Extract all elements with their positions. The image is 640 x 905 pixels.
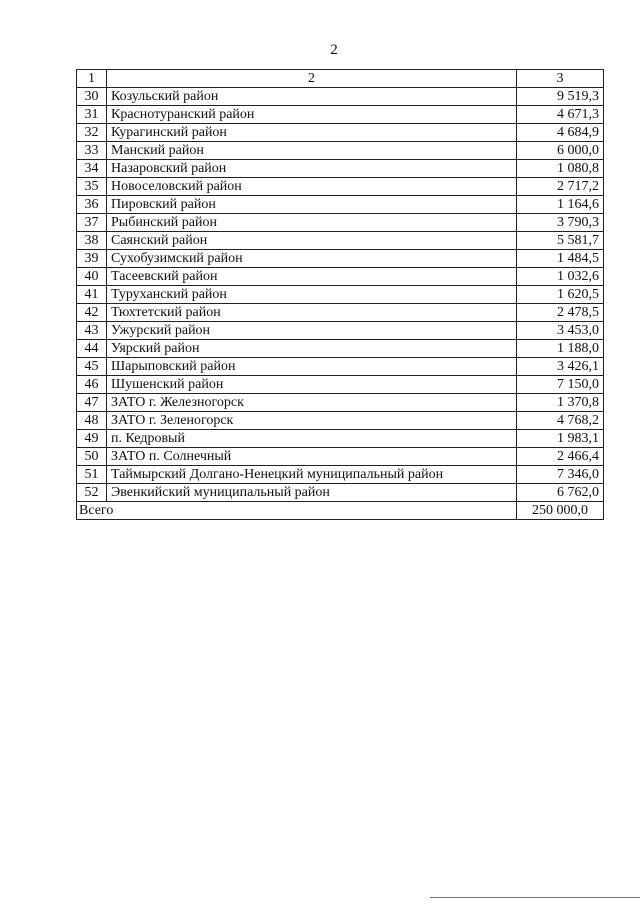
row-amount: 6 000,0 — [517, 142, 604, 160]
table-row — [77, 412, 604, 430]
table-row — [77, 142, 604, 160]
row-municipality-name: Новоселовский район — [107, 178, 517, 196]
table-row — [77, 106, 604, 124]
table-row — [77, 340, 604, 358]
row-municipality-name: Сухобузимский район — [107, 250, 517, 268]
table-row — [77, 286, 604, 304]
table-row — [77, 430, 604, 448]
row-municipality-name: Манский район — [107, 142, 517, 160]
table-row — [77, 322, 604, 340]
row-municipality-name: Тасеевский район — [107, 268, 517, 286]
row-municipality-name: Козульский район — [107, 88, 517, 106]
row-number: 46 — [77, 376, 107, 394]
row-number: 30 — [77, 88, 107, 106]
row-amount: 2 478,5 — [517, 304, 604, 322]
row-municipality-name: Шушенский район — [107, 376, 517, 394]
row-number: 35 — [77, 178, 107, 196]
row-amount: 1 080,8 — [517, 160, 604, 178]
row-municipality-name: п. Кедровый — [107, 430, 517, 448]
table-header-row — [77, 70, 604, 88]
row-amount: 1 620,5 — [517, 286, 604, 304]
table-row — [77, 466, 604, 484]
header-column-value: 3 — [517, 70, 604, 88]
row-municipality-name: Саянский район — [107, 232, 517, 250]
row-number: 44 — [77, 340, 107, 358]
row-amount: 3 426,1 — [517, 358, 604, 376]
row-number: 45 — [77, 358, 107, 376]
row-amount: 3 453,0 — [517, 322, 604, 340]
table-row — [77, 484, 604, 502]
row-municipality-name: ЗАТО п. Солнечный — [107, 448, 517, 466]
row-number: 51 — [77, 466, 107, 484]
row-amount: 1 983,1 — [517, 430, 604, 448]
table-row — [77, 196, 604, 214]
row-number: 38 — [77, 232, 107, 250]
table-row — [77, 268, 604, 286]
table-row — [77, 394, 604, 412]
header-column-number: 1 — [77, 70, 107, 88]
row-amount: 4 768,2 — [517, 412, 604, 430]
row-number: 47 — [77, 394, 107, 412]
row-amount: 1 032,6 — [517, 268, 604, 286]
table-row — [77, 88, 604, 106]
row-number: 48 — [77, 412, 107, 430]
row-number: 39 — [77, 250, 107, 268]
row-amount: 7 346,0 — [517, 466, 604, 484]
row-municipality-name: ЗАТО г. Зеленогорск — [107, 412, 517, 430]
row-number: 40 — [77, 268, 107, 286]
row-amount: 4 684,9 — [517, 124, 604, 142]
row-number: 42 — [77, 304, 107, 322]
row-municipality-name: ЗАТО г. Железногорск — [107, 394, 517, 412]
row-amount: 1 164,6 — [517, 196, 604, 214]
table-row — [77, 214, 604, 232]
row-municipality-name: Эвенкийский муниципальный район — [107, 484, 517, 502]
budget-distribution-table — [76, 69, 604, 520]
table-row — [77, 232, 604, 250]
row-amount: 9 519,3 — [517, 88, 604, 106]
table-body — [77, 70, 604, 520]
row-number: 34 — [77, 160, 107, 178]
row-amount: 1 188,0 — [517, 340, 604, 358]
row-number: 49 — [77, 430, 107, 448]
row-amount: 2 466,4 — [517, 448, 604, 466]
bottom-rule — [430, 897, 640, 898]
table-row — [77, 178, 604, 196]
row-amount: 3 790,3 — [517, 214, 604, 232]
row-municipality-name: Таймырский Долгано-Ненецкий муниципальный район — [107, 466, 517, 484]
row-number: 33 — [77, 142, 107, 160]
row-municipality-name: Курагинский район — [107, 124, 517, 142]
table-total-row — [77, 502, 604, 520]
row-number: 37 — [77, 214, 107, 232]
table-row — [77, 376, 604, 394]
row-number: 31 — [77, 106, 107, 124]
row-municipality-name: Назаровский район — [107, 160, 517, 178]
total-label: Всего — [77, 502, 517, 520]
row-number: 41 — [77, 286, 107, 304]
row-amount: 1 484,5 — [517, 250, 604, 268]
row-amount: 4 671,3 — [517, 106, 604, 124]
table-row — [77, 250, 604, 268]
row-municipality-name: Шарыповский район — [107, 358, 517, 376]
row-municipality-name: Уярский район — [107, 340, 517, 358]
row-municipality-name: Пировский район — [107, 196, 517, 214]
row-municipality-name: Рыбинский район — [107, 214, 517, 232]
table-row — [77, 124, 604, 142]
row-amount: 5 581,7 — [517, 232, 604, 250]
total-amount: 250 000,0 — [517, 502, 604, 520]
row-amount: 1 370,8 — [517, 394, 604, 412]
row-municipality-name: Краснотуранский район — [107, 106, 517, 124]
table-row — [77, 304, 604, 322]
row-number: 36 — [77, 196, 107, 214]
table-row — [77, 160, 604, 178]
header-column-name: 2 — [107, 70, 517, 88]
table-row — [77, 358, 604, 376]
row-number: 52 — [77, 484, 107, 502]
table-row — [77, 448, 604, 466]
row-number: 32 — [77, 124, 107, 142]
row-number: 50 — [77, 448, 107, 466]
row-municipality-name: Туруханский район — [107, 286, 517, 304]
row-municipality-name: Ужурский район — [107, 322, 517, 340]
row-amount: 2 717,2 — [517, 178, 604, 196]
page-number: 2 — [330, 42, 338, 58]
row-amount: 6 762,0 — [517, 484, 604, 502]
row-municipality-name: Тюхтетский район — [107, 304, 517, 322]
row-amount: 7 150,0 — [517, 376, 604, 394]
row-number: 43 — [77, 322, 107, 340]
